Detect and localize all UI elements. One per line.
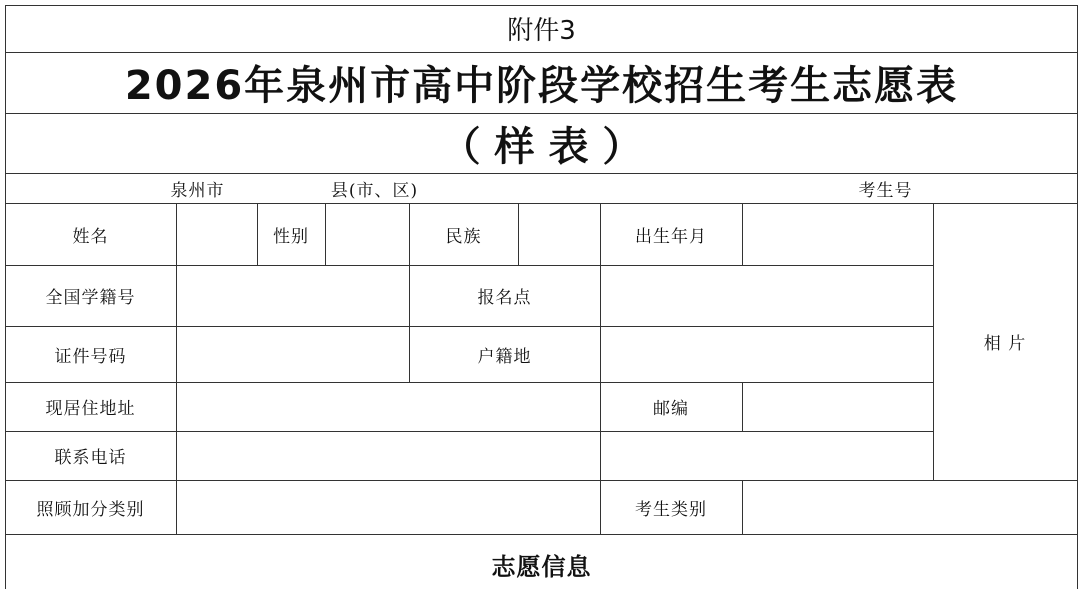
student-type-field[interactable]: [743, 481, 1077, 534]
ethnicity-field[interactable]: [519, 204, 600, 265]
bonus-label: 照顾加分类别: [36, 499, 145, 520]
student-type-label: 考生类别: [635, 499, 707, 520]
household-label: 户籍地: [477, 346, 532, 367]
section-title: 志愿信息: [491, 553, 592, 581]
phone-label: 联系电话: [54, 448, 127, 468]
postcode-field[interactable]: [743, 383, 933, 431]
attachment-label: 附件3: [507, 16, 576, 46]
name-field[interactable]: [177, 204, 257, 265]
postcode-label: 邮编: [653, 399, 689, 419]
household-field[interactable]: [601, 327, 933, 382]
county-field[interactable]: [245, 176, 315, 200]
address-field[interactable]: [177, 383, 600, 431]
address-label: 现居住地址: [45, 399, 136, 419]
rule: [5, 534, 1078, 535]
gender-field[interactable]: [326, 204, 409, 265]
name-label: 姓名: [72, 226, 109, 247]
student-id-field[interactable]: [177, 266, 409, 326]
gender-label: 性别: [273, 226, 309, 247]
exam-number-field[interactable]: [935, 176, 1075, 200]
birth-label: 出生年月: [635, 226, 707, 247]
sample-label: （ 样 表 ）: [440, 123, 643, 170]
form-title: 2026年泉州市高中阶段学校招生考生志愿表: [124, 63, 959, 109]
reg-site-label: 报名点: [477, 288, 532, 308]
photo-box[interactable]: 相 片: [983, 334, 1027, 354]
student-id-label: 全国学籍号: [45, 288, 136, 308]
ethnicity-label: 民族: [445, 226, 482, 247]
birth-field[interactable]: [743, 204, 933, 265]
exam-number-label: 考生号: [858, 180, 913, 201]
id-number-label: 证件号码: [54, 346, 127, 367]
phone-field[interactable]: [177, 432, 933, 480]
reg-site-field[interactable]: [601, 266, 933, 326]
city-label: 泉州市: [170, 180, 225, 201]
id-number-field[interactable]: [177, 327, 409, 382]
county-label: 县(市、区): [330, 180, 419, 201]
bonus-field[interactable]: [177, 481, 600, 534]
